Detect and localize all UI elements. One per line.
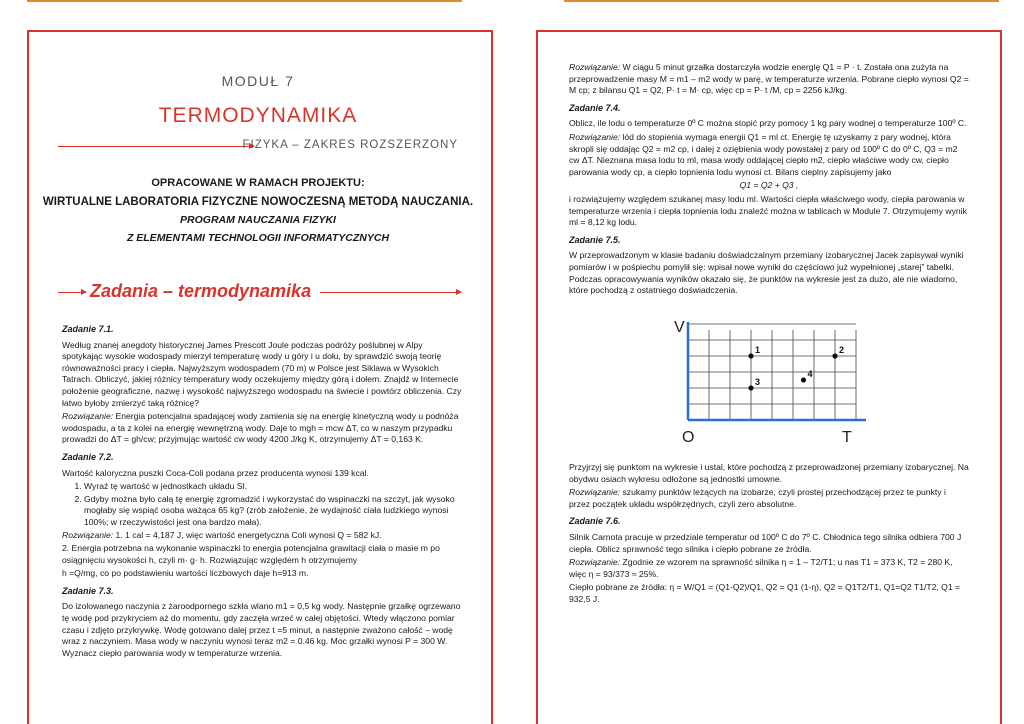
- module-title: TERMODYNAMIKA: [158, 104, 358, 127]
- module-subtitle: FIZYKA – ZAKRES ROZSZERZONY: [242, 139, 458, 151]
- point-label: 2: [839, 345, 845, 355]
- task-7-6-body: Silnik Carnota pracuje w przedziale temperatur od 100º C do 7º C. Chłodnica tego silnika odbiera 700 J ciepła. Oblicz sprawność tego silnika i ciepło pobrane ze źródła.: [569, 531, 962, 554]
- task-7-3-body: Do izolowanego naczynia z żaroodpornego szkła wlano m1 = 0,5 kg wody. Następnie grzałkę ogrzewano tę wodę pod przykryciem aż do momentu, gdy zaczęła wrzeć w całej objętości. Wtedy włączono pomiar czasu i zdjęto przykrywkę. Wodę gotowano dalej przez t =5 minut, a następnie zważono całość – wodę wraz z naczyniem. Masa wody w naczyniu wynosi teraz m2 = 0.46 kg. Moc grzałki wynosi P = 300 W. Wyznacz ciepło parowania wody w temperaturze wrzenia.: [62, 601, 461, 658]
- task-7-1-body: Według znanej anegdoty historycznej James Prescott Joule podczas podróży poślubnej w Alpy spotykając wysokie wodospady mierzył temperaturę wody u góry i u dołu, by sprawdzić swoją teorię równoważności pracy i ciepła. Najwyższym wodospadem (70 m) w Polsce jest Siklawa w Wysokich Tatrach. Obliczyć, jakiej różnicy temperatury wody oczekujemy między górą i dołem. Znajdź w Internecie położenie geograficzne, nazwę i wysokość najwyższego wodospadu na świecie i powtórz obliczenia. Czy łatwo byłoby zmierzyć taką różnicę?: [62, 339, 462, 408]
- task-7-6-heading: Zadanie 7.6.: [569, 516, 621, 527]
- solution-label: Rozwiązanie:: [62, 529, 114, 540]
- list-item: 1. Wyraź tę wartość w jednostkach układu SI.: [84, 481, 462, 493]
- data-point: [748, 353, 753, 358]
- task-7-2-solution: [62, 530, 462, 542]
- task-7-2-heading: Zadanie 7.2.: [62, 451, 114, 462]
- task-7-5-body: W przeprowadzonym w klasie badaniu doświadczalnym przemiany izobarycznej Jacek zapisywał wyniki pomiarów i w pośpiechu pomylił się: wpisał nowe wyniki do częściowo już wypełnionej „starej” tabelki. Podczas opracowywania wyników okazało się, że punktów na wykresie jest za dużo, ale nie wiadomo, które pochodzą z ostatniego doświadczenia.: [569, 250, 964, 296]
- task-7-5-heading: Zadanie 7.5.: [569, 234, 621, 245]
- solution-label: Rozwiązanie:: [569, 557, 621, 568]
- task-7-5-solution: [569, 487, 969, 510]
- task-7-4-body: Oblicz, ile lodu o temperaturze 0º C można stopić przy pomocy 1 kg pary wodnej o temperaturze 100º C.: [569, 118, 967, 129]
- x-axis-label: T: [842, 429, 852, 446]
- solution-label: Rozwiązanie:: [569, 487, 621, 498]
- solution-label: Rozwiązanie:: [62, 411, 114, 422]
- task-7-1-solution: [62, 411, 462, 446]
- origin-label: O: [682, 429, 695, 446]
- left-column: [62, 318, 462, 661]
- module-label: MODUŁ 7: [221, 73, 295, 89]
- task-7-6-solution-2: Ciepło pobrane ze źródła: η = W/Q1 = (Q1-Q2)/Q1, Q2 = Q1 (1-η), Q2 = Q1T2/T1, Q1=Q2 T1/T2, Q1 = 932,5 J.: [569, 582, 961, 604]
- data-point: [832, 353, 837, 358]
- solution-text: Energia potencjalna spadającej wody zamienia się na energię kinetyczną wody u podnóża wodospadu, a ta z kolei na energię wewnętrzną wody. Daje to mgh = mcw ΔT, co w naszym przypadku prowadzi do ΔT = gh/cw; przyjmując wartość cw wody 4200 J/kg K, otrzymujemy ΔT = 0,163 K.: [62, 411, 459, 445]
- task-7-1-heading: Zadanie 7.1.: [62, 324, 114, 334]
- task-7-6-solution: [569, 557, 969, 580]
- task-7-2-solution-2: 2. Energia potrzebna na wykonanie wspinaczki to energia potencjalna grawitacji ciała o masie m po osiągnięciu wysokości h, czyli m· g· h. Rozwiązując względem h otrzymujemy: [62, 543, 440, 565]
- task-7-4-heading: Zadanie 7.4.: [569, 102, 621, 113]
- task-7-2-solution-3: h =Q/mg, co po podstawieniu wartości liczbowych daje h=913 m.: [62, 568, 309, 579]
- solution-text: W ciągu 5 minut grzałka dostarczyła wodzie energię Q1 = P · t. Została ona zużyta na przeprowadzenie masy M = m1 – m2 wody w parę, w temperaturze wrzenia. Pobrane ciepło wynosi Q2 = M cp; z bilansu Q1 = Q2, P· t = M· cp, więc cp = P· t /M, cp = 2256 kJ/kg.: [569, 62, 969, 96]
- right-column-top: [569, 62, 969, 299]
- data-point: [801, 377, 806, 382]
- subtitle-arrow: [58, 146, 254, 147]
- y-axis-label: V: [674, 319, 685, 336]
- task-7-2-list: [62, 481, 462, 528]
- section-title: Zadania – termodynamika: [90, 281, 312, 301]
- project-name: WIRTUALNE LABORATORIA FIZYCZNE NOWOCZESNĄ METODĄ NAUCZANIA.: [42, 196, 474, 208]
- solution-label: Rozwiązanie:: [569, 131, 621, 142]
- data-point: [748, 385, 753, 390]
- top-rule-right: [564, 0, 999, 2]
- solution-text: lód do stopienia wymaga energii Q1 = ml ct. Energię tę uzyskamy z pary wodnej, która skropli się oddając Q2 = m2 cp, i dalej z oziębienia wody powstałej z pary od 100º C do 0º C, Q3 = m2 cw ΔT. Nieznana masa lodu to ml, masa wody oddającej ciepło m2, ciepło właściwe wody cw, ciepło parowania wody cp, a ciepło topnienia lodu wynosi ct. Bilans cieplny zapisujemy jako: [569, 131, 958, 177]
- task-7-3-solution: [569, 62, 969, 97]
- solution-text: Zgodnie ze wzorem na sprawność silnika η = 1 – T2/T1; u nas T1 = 373 K, T2 = 280 K, więc η = 93/373 ≈ 25%.: [569, 557, 953, 579]
- program-subtitle: Z ELEMENTAMI TECHNOLOGII INFORMATYCZNYCH: [126, 232, 390, 244]
- task-7-2-body: Wartość kaloryczna puszki Coca-Coli podana przez producenta wynosi 139 kcal.: [62, 467, 369, 478]
- list-item: 2. Gdyby można było całą tę energię zgromadzić i wykorzystać do wspinaczki na szczyt, jak wysoko mogłaby się wspiąć osoba ważąca 65 kg? (zrób założenie, że wydajność ciała ludzkiego wynosi 100%; w rzeczywistości jest ona bardzo mała).: [84, 494, 462, 529]
- task-7-4-solution: [569, 132, 969, 178]
- isobar-chart: [660, 318, 870, 448]
- project-intro: OPRACOWANE W RAMACH PROJEKTU:: [151, 177, 365, 189]
- section-arrow: [58, 292, 86, 293]
- point-label: 3: [755, 377, 761, 387]
- solution-label: Rozwiązanie:: [569, 62, 621, 72]
- point-label: 4: [807, 369, 813, 379]
- solution-text: 1. 1 cal = 4,187 J, więc wartość energetyczna Coli wynosi Q = 582 kJ.: [113, 529, 382, 540]
- task-7-3-heading: Zadanie 7.3.: [62, 585, 114, 596]
- task-7-4-equation: Q1 = Q2 + Q3 ,: [739, 180, 799, 191]
- right-column-bottom: [569, 462, 969, 608]
- task-7-5-question: Przyjrzyj się punktom na wykresie i ustal, które pochodzą z przeprowadzonej przemiany izobarycznej. Na obydwu osiach wykresu odłożone są jednostki umowne.: [569, 462, 969, 484]
- top-rule-left: [27, 0, 462, 2]
- section-rule: [320, 292, 461, 293]
- task-7-4-solution-2: i rozwiązujemy względem szukanej masy lodu ml. Wartości ciepła właściwego wody, ciepła parowania w temperaturze wrzenia i ciepła topnienia lodu znaleźć można w tablicach w Module 7. Otrzymujemy wynik ml = 8,12 kg lodu.: [569, 193, 967, 228]
- solution-text: szukamy punktów leżących na izobarze, czyli prostej przechodzącej przez te punkty i przez początek układu współrzędnych, czyli zero absolutne.: [569, 487, 946, 509]
- program-name: PROGRAM NAUCZANIA FIZYKI: [180, 214, 336, 226]
- point-label: 1: [755, 345, 761, 355]
